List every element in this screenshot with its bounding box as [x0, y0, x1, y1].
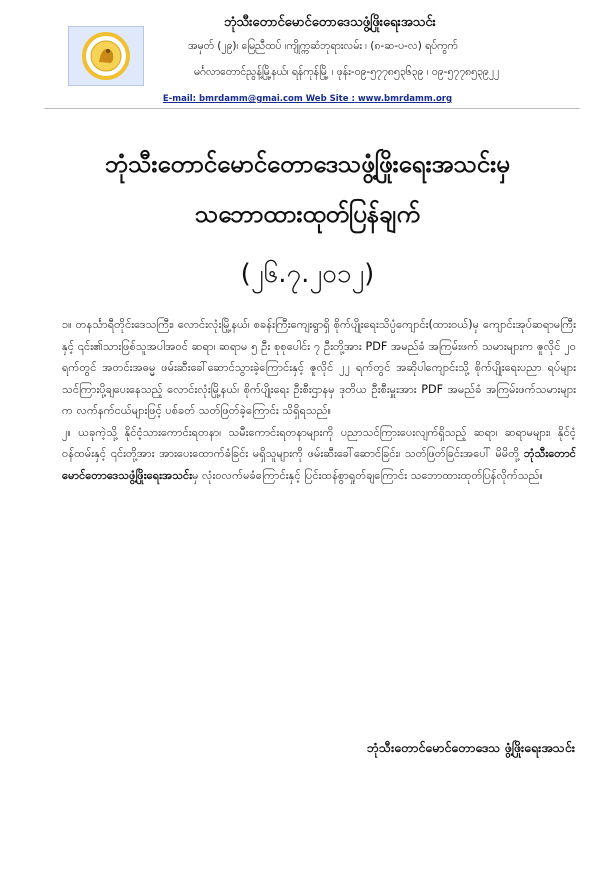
statement-date: (၂၆.၇.၂၀၁၂) — [240, 259, 375, 289]
email-label: E-mail: — [162, 94, 197, 104]
organization-logo — [68, 26, 144, 86]
title-line-1: ဘုံသီးတောင်မောင်တောဒေသဖွံ့ဖြိုးရေးအသင်းမှ — [105, 150, 510, 178]
website-label: Web Site : — [305, 94, 355, 104]
statement-body — [62, 314, 576, 486]
signature: ဘုံသီးတောင်မောင်တောဒေသ ဖွံ့ဖြိုးရေးအသင်း — [366, 740, 575, 755]
paragraph-2-start: ၂။ ယခုကဲ့သို့ နိုင်ငံ့သားကောင်းရတနာ၊ သမီးကောင်းရတနာများကို ပညာသင်ကြားပေးလျက်ရှိသည့် ဆရာ၊ ဆရာမများ၊ နိုင်ငံ့ဝန်ထမ်းနှင့် ၎င်းတို့အား အားပေးထောက်ခံခြင်း မရှိသူများကို ဖမ်းဆီးခေါ်ဆောင်ခြင်း၊ သတ်ဖြတ်ခြင်းအပေါ် မိမိတို့ — [62, 425, 576, 460]
paragraph-2 — [62, 422, 576, 487]
title-line-2: သဘောထားထုတ်ပြန်ချက် — [195, 200, 420, 228]
paragraph-1: ၁။ တနင်္သာရီတိုင်းဒေသကြီး၊ လောင်းလုံးမြို့နယ်၊ စခန်းကြီးကျေးရွာရှိ စိုက်ပျိုးရေးသိပ္ပံကျောင်း(ထားဝယ်)မှ ကျောင်းအုပ်ဆရာမကြီးနှင့် ၎င်း၏သားဖြစ်သူအပါအဝင် ဆရာ၊ ဆရာမ ၅ ဦး စုစုပေါင်း ၇ ဦးတို့အား PDF အမည်ခံ အကြမ်းဖက် သမားများက ဇူလိုင် ၂၀ ရက်တွင် အတင်းအဓမ္မ ဖမ်းဆီးခေါ်ဆောင်သွားခဲ့ကြောင်းနှင့် ဇူလိုင် ၂၂ ရက်တွင် အဆိုပါကျောင်းသို့ စိုက်ပျိုးရေးပညာ ရပ်များ သင်ကြားပို့ချပေးနေသည့် လောင်းလုံးမြို့နယ်၊ စိုက်ပျိုးရေး ဦးစီးဌာနမှ ဒုတိယ ဦးစီးမှူးအား PDF အမည်ခံ အကြမ်းဖက်သမားများက လက်နက်ငယ်များဖြင့် ပစ်ခတ် သတ်ဖြတ်ခဲ့ကြောင်း သိရှိရသည်။ — [62, 318, 576, 417]
org-name: ဘုံသီးတောင်မောင်တောဒေသဖွံ့ဖြိုးရေးအသင်း — [224, 15, 436, 30]
contact-line — [0, 94, 615, 104]
email-link[interactable]: bmrdamm@gmai.com — [199, 94, 303, 104]
website-link[interactable]: www.bmrdamm.org — [357, 94, 453, 104]
paragraph-2-end: မှ လုံးဝလက်မခံကြောင်းနှင့် ပြင်းထန်စွာရှုတ်ချကြောင်း သဘောထားထုတ်ပြန်လိုက်သည်။ — [192, 468, 543, 482]
address-line-2: မင်္ဂလာတောင်ညွန့်မြို့နယ်၊ ရန်ကုန်မြို့ ၊ ဖုန်း-၀၉-၅၇၇၈၅၃၆၃၉ ၊ ၀၉-၅၇၇၈၅၃၉၂၂ — [194, 66, 500, 78]
address-line-1: အမှတ် (၂၉)၊ မြေညီထပ် ၊ကျိုက္ကဆံဘုရားလမ်း ၊ (၈-ဆ-ပ-လ) ရပ်ကွက် — [188, 40, 458, 52]
paragraph-2-org-name: ဘုံသီးတောင်မောင်တောဒေသဖွံ့ဖြိုးရေးအသင်း — [62, 447, 576, 482]
header-divider — [44, 108, 580, 109]
emblem-icon — [78, 30, 134, 82]
